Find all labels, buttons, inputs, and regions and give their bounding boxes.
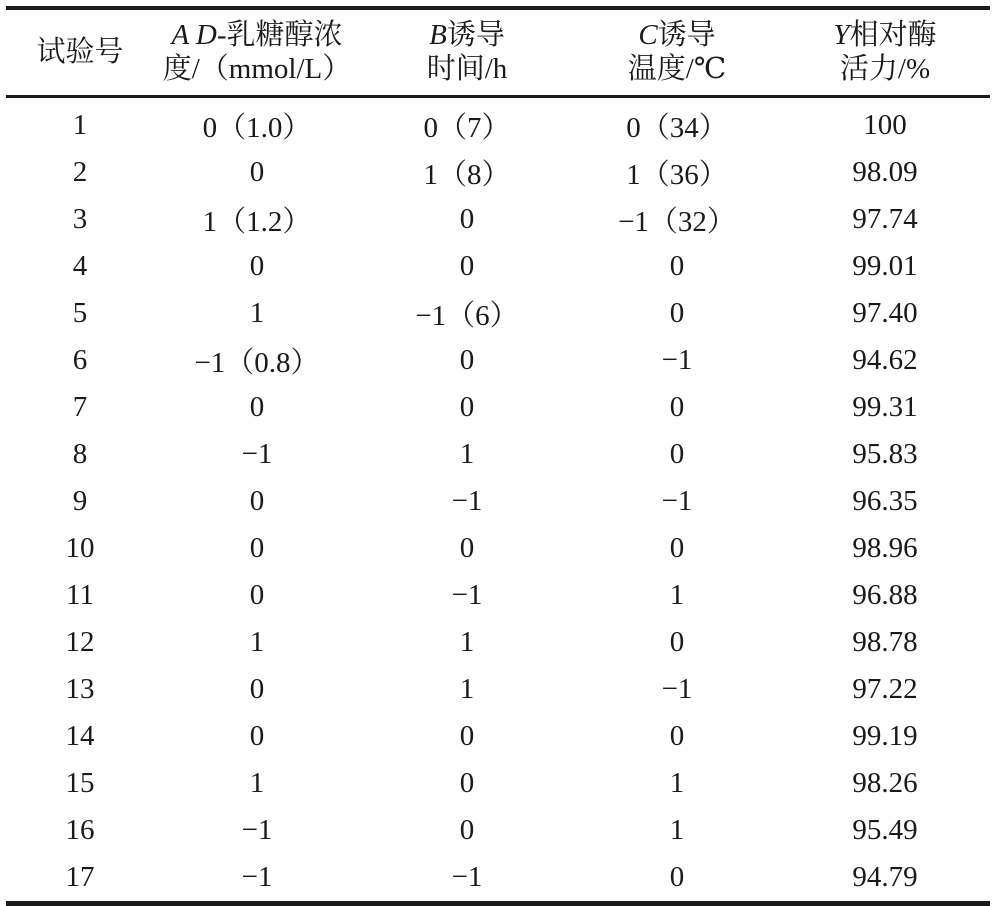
header-line [154,18,360,52]
table-row [6,478,990,525]
factor-b-cell: −1 [451,860,483,893]
header-line [780,18,990,52]
relative-activity-cell: 94.62 [852,343,918,376]
factor-c-cell: 1 [669,813,685,846]
table-row [6,149,990,196]
trial-number-cell: 1 [72,108,88,141]
factor-c-cell: −1 [661,672,693,705]
factor-b-cell: 1（8） [423,158,511,191]
header-text: -乳糖醇浓 [216,19,343,52]
header-text: 温度/℃ [627,53,727,86]
factor-a-cell: 0 [249,672,265,705]
header-line [154,52,360,86]
table-row [6,337,990,384]
experiment-results-table [6,6,990,906]
header-text: 度/（mmol/L） [162,53,352,86]
factor-b-cell: 0 [459,202,475,235]
factor-c-cell: 0 [669,531,685,564]
header-variable-symbol: A D [171,19,217,52]
factor-a-cell: 0 [249,531,265,564]
factor-a-cell: 0 [249,484,265,517]
factor-b-cell: 0（7） [423,111,511,144]
trial-number-cell: 4 [72,249,88,282]
relative-activity-cell: 97.40 [852,296,918,329]
factor-a-cell: −1 [241,813,273,846]
factor-b-cell: 0 [459,813,475,846]
table-row [6,713,990,760]
trial-number-cell: 13 [65,672,95,705]
table-row [6,196,990,243]
trial-number-cell: 17 [65,860,95,893]
relative-activity-cell: 95.49 [852,813,918,846]
table-row [6,666,990,713]
relative-activity-cell: 96.88 [852,578,918,611]
factor-c-cell: −1 [661,484,693,517]
factor-c-cell: 0 [669,860,685,893]
header-line [360,52,574,86]
header-trial-number [6,8,154,96]
factor-a-cell: 0 [249,155,265,188]
header-variable-symbol: Y [833,19,850,52]
factor-c-cell: 1（36） [626,158,728,191]
factor-b-cell: 1 [459,437,475,470]
header-line [360,18,574,52]
header-row [6,8,990,96]
factor-a-cell: 1 [249,625,265,658]
factor-a-cell: −1（0.8） [194,346,320,379]
factor-b-cell: 1 [459,625,475,658]
relative-activity-cell: 98.26 [852,766,918,799]
factor-a-cell: 1（1.2） [202,205,312,238]
table-body [6,96,990,903]
table-row [6,572,990,619]
factor-b-cell: 0 [459,249,475,282]
factor-c-cell: 1 [669,578,685,611]
trial-number-cell: 10 [65,531,95,564]
header-text: 时间/h [426,53,508,86]
header-b-induction-time [360,8,574,96]
results-table-container [6,6,990,906]
relative-activity-cell: 98.96 [852,531,918,564]
table-row [6,525,990,572]
factor-b-cell: −1 [451,578,483,611]
factor-c-cell: 0 [669,249,685,282]
factor-a-cell: 0 [249,390,265,423]
factor-b-cell: −1 [451,484,483,517]
factor-b-cell: 0 [459,531,475,564]
header-y-relative-activity [780,8,990,96]
factor-b-cell: 1 [459,672,475,705]
factor-c-cell: 0（34） [626,111,728,144]
trial-number-cell: 6 [72,343,88,376]
factor-c-cell: 0 [669,390,685,423]
factor-b-cell: 0 [459,390,475,423]
table-row [6,760,990,807]
table-row [6,96,990,149]
factor-c-cell: 1 [669,766,685,799]
factor-c-cell: −1 [661,343,693,376]
trial-number-cell: 7 [72,390,88,423]
factor-c-cell: 0 [669,437,685,470]
table-row [6,854,990,904]
table-row [6,243,990,290]
table-row [6,619,990,666]
factor-b-cell: 0 [459,343,475,376]
table-row [6,807,990,854]
factor-a-cell: 1 [249,296,265,329]
header-text: 诱导 [446,19,505,52]
header-variable-symbol: B [429,19,447,52]
table-header [6,8,990,96]
trial-number-cell: 14 [65,719,95,752]
relative-activity-cell: 100 [863,108,907,141]
table-row [6,384,990,431]
header-text: 试验号 [36,36,124,69]
factor-a-cell: −1 [241,860,273,893]
relative-activity-cell: 97.22 [852,672,918,705]
factor-a-cell: −1 [241,437,273,470]
trial-number-cell: 2 [72,155,88,188]
trial-number-cell: 11 [66,578,94,611]
table-row [6,290,990,337]
header-line [574,52,780,86]
factor-b-cell: 0 [459,766,475,799]
header-line [6,35,154,69]
trial-number-cell: 12 [65,625,95,658]
factor-c-cell: 0 [669,625,685,658]
trial-number-cell: 9 [72,484,88,517]
factor-a-cell: 0 [249,719,265,752]
header-line [780,52,990,86]
header-variable-symbol: C [638,19,658,52]
header-text: 活力/% [839,53,931,86]
relative-activity-cell: 95.83 [852,437,918,470]
relative-activity-cell: 98.78 [852,625,918,658]
factor-a-cell: 0 [249,578,265,611]
relative-activity-cell: 94.79 [852,860,918,893]
factor-c-cell: −1（32） [618,205,736,238]
trial-number-cell: 8 [72,437,88,470]
trial-number-cell: 5 [72,296,88,329]
factor-a-cell: 0（1.0） [202,111,312,144]
relative-activity-cell: 97.74 [852,202,918,235]
table-row [6,431,990,478]
relative-activity-cell: 98.09 [852,155,918,188]
factor-b-cell: 0 [459,719,475,752]
header-a-lactitol-concentration [154,8,360,96]
relative-activity-cell: 99.31 [852,390,918,423]
factor-a-cell: 0 [249,249,265,282]
trial-number-cell: 3 [72,202,88,235]
factor-c-cell: 0 [669,296,685,329]
relative-activity-cell: 99.19 [852,719,918,752]
header-line [574,18,780,52]
header-text: 诱导 [657,19,716,52]
relative-activity-cell: 99.01 [852,249,918,282]
factor-c-cell: 0 [669,719,685,752]
trial-number-cell: 16 [65,813,95,846]
factor-a-cell: 1 [249,766,265,799]
factor-b-cell: −1（6） [415,299,519,332]
header-text: 相对酶 [849,19,937,52]
relative-activity-cell: 96.35 [852,484,918,517]
header-c-induction-temperature [574,8,780,96]
trial-number-cell: 15 [65,766,95,799]
